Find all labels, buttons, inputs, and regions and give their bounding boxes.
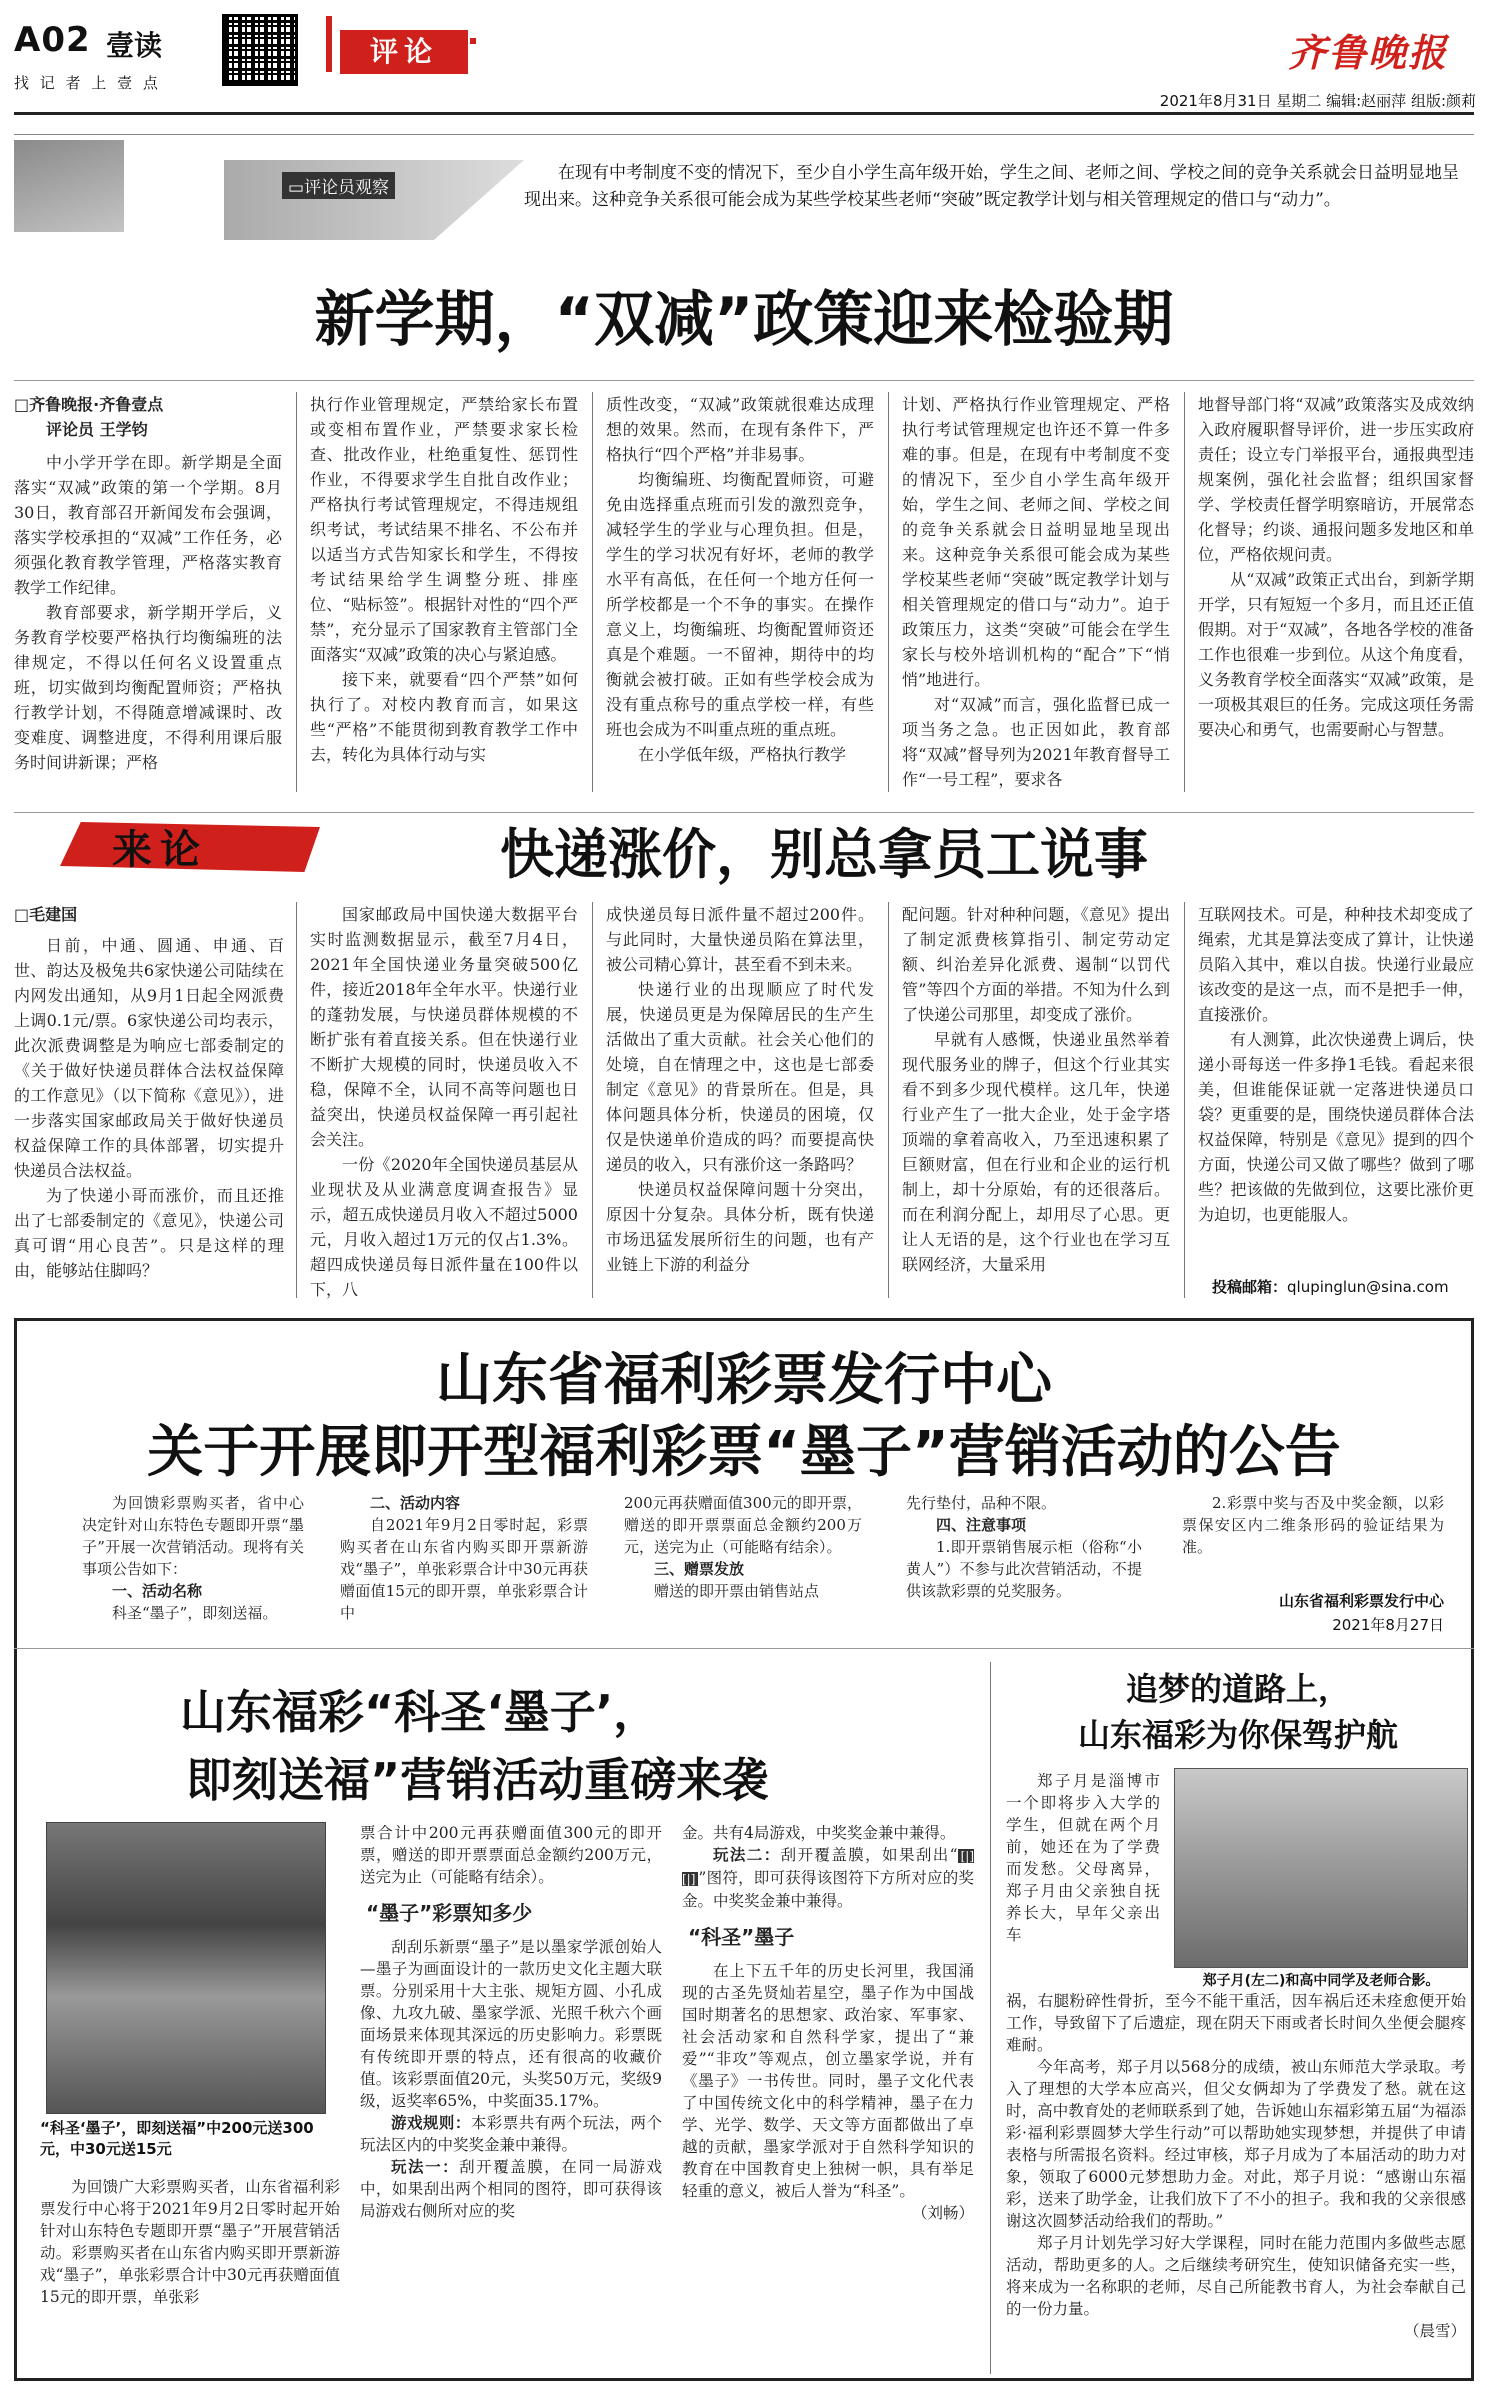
announce-col2 [340, 1492, 588, 1650]
announce-title-1: 山东省福利彩票发行中心 [436, 1348, 1052, 1413]
article3-paragraph: 刮刮乐新票“墨子”是以墨家学派创始人—墨子为画面设计的一款历史文化主题大联票。分别采用十大主张、规矩方圆、小孔成像、九攻九破、墨家学派、光照千秋六个画面场景来体现其深远的历史影响力。彩票既有传统即开票的特点，还有很高的收藏价值。该彩票面值20元，头奖50万元，奖级9级，返奖率65%，中奖面35.17%。 [360, 1938, 662, 2110]
column-divider [296, 392, 297, 792]
announce-heading: 一、活动名称 [112, 1582, 203, 1600]
article4-author: （晨雪） [1403, 2322, 1466, 2340]
announce-heading: 二、活动内容 [370, 1494, 461, 1512]
photo-caption: 郑子月(左二)和高中同学及老师合影。 [1202, 1973, 1440, 1989]
column-divider [888, 902, 889, 1298]
article1-headline: 新学期，“双减”政策迎来检验期 [314, 285, 1174, 355]
article1-byline-2: 评论员 王学钧 [46, 420, 148, 439]
article1-rule [14, 380, 1474, 381]
article3-paragraph: 在上下五千年的历史长河里，我国涌现的古圣先贤灿若星空，墨子作为中国战国时期著名的思想家、政治家、军事家、社会活动家和自然科学家，提出了“兼爱”“非攻”等观点，创立墨家学说，并有《墨子》一书传世。同时，墨子文化代表了中国传统文化中的科学精神，墨子在力学、光学、数学、天文等方面都做出了卓越的贡献，墨家学派对于自然科学知识的教育在中国教育史上独树一帜，具有举足轻重的意义，被后人誉为“科圣”。 [682, 1962, 974, 2200]
gameplay-label: 游戏规则： [391, 2113, 471, 2132]
article1-paragraph: 中小学开学在即。新学期是全面落实“双减”政策的第一个学期。8月30日，教育部召开新闻发布会强调，落实学校承担的“双减”工作任务，必须强化教育教学管理，严格落实教育教学工作纪律。 [14, 453, 282, 597]
announce-col4 [906, 1492, 1142, 1650]
article3-col1 [40, 2176, 340, 2374]
article4-paragraph: 祸，右腿粉碎性骨折，至今不能干重活，因车祸后还未痊愈便开始工作，导致留下了后遗症，现在阴天下雨或者长时间久坐便会腿疼难耐。 [1006, 1992, 1466, 2054]
announce-para: 200元再获赠面值300元的即开票，赠送的即开票票面总金额约200万元，送完为止（可能略有结余）。 [624, 1494, 862, 1556]
announce-bottom-rule [14, 1648, 1474, 1649]
article3-paragraph: 金。共有4局游戏，中奖奖金兼中兼得。 [682, 1824, 956, 1842]
article1-paragraph: 均衡编班、均衡配置师资，可避免由选择重点班而引发的激烈竞争，减轻学生的学业与心理负担。但是，学生的学习状况有好坏，老师的教学水平有高低，在任何一个地方任何一所学校都是一个不争的事实。在操作意义上，均衡编班、均衡配置师资还真是个难题。一不留神，期待中的均衡就会被打破。正如有些学校会成为没有重点称号的重点学校一样，有些班也会成为不叫重点班的重点班。 [606, 470, 874, 739]
announce-para: 2.彩票中奖与否及中奖金额，以彩票保安区内二维条形码的验证结果为准。 [1182, 1494, 1444, 1556]
play2-label: 玩法二： [713, 1845, 781, 1864]
column-divider [990, 1662, 991, 2374]
article2-paragraph: 快递行业的出现顺应了时代发展，快递员更是为保障居民的生产生活做出了重大贡献。社会关心他们的处境，自在情理之中，这也是七部委制定《意见》的背景所在。但是，具体问题具体分析，快递员的困境，仅仅是快递单价造成的吗？而要提高快递员的收入，只有涨价这一条路吗？ [606, 980, 874, 1174]
announce-title-2: 关于开展即开型福利彩票“墨子”营销活动的公告 [147, 1420, 1341, 1485]
column-divider [888, 392, 889, 792]
article2-paragraph: 为了快递小哥而涨价，而且还推出了七部委制定的《意见》，快递公司真可谓“用心良苦”。只是这样的理由，能够站住脚吗？ [14, 1186, 284, 1280]
article3-col3 [682, 1822, 974, 2374]
lead-label-text: 评论员观察 [304, 178, 390, 198]
article1-col2 [310, 392, 578, 796]
play2-text: 刮开覆盖膜，如果刮出“ [780, 1846, 958, 1864]
article3-paragraph: 票合计中200元再获赠面值300元的即开票，赠送的即开票票面总金额约200万元，送完为止（可能略有结余）。 [360, 1824, 662, 1886]
play1-label: 玩法一： [391, 2157, 460, 2176]
column-divider [592, 902, 593, 1298]
announce-heading: 四、注意事项 [936, 1516, 1027, 1534]
article1-byline-1: □齐鲁晚报·齐鲁壹点 [14, 395, 164, 414]
page-number: A02 [14, 20, 91, 60]
article3-subhead-1: “墨子”彩票知多少 [366, 1901, 533, 1925]
lottery-ticket-image [46, 1822, 326, 2114]
announce-col1 [82, 1492, 304, 1650]
lead-image [14, 140, 124, 232]
qr-code-icon[interactable] [222, 14, 298, 86]
article1-col3 [606, 392, 874, 796]
article1-paragraph: 计划、严格执行作业管理规定、严格执行考试管理规定也许还不算一件多难的事。但是，在现有中考制度不变的情况下，至少自小学生高年级开始，学生之间、老师之间、学校之间的竞争关系就会日益明显地呈现出来。这种竞争关系很可能会成为某些学校某些老师“突破”既定教学计划与相关管理规定的借口与“动力”。迫于政策压力，这类“突破”可能会在学生家长与校外培训机构的“配合”下“悄悄”地进行。 [902, 395, 1170, 689]
article4-headline-2: 山东福彩为你保驾护航 [1077, 1716, 1398, 1754]
dateline: 2021年8月31日 星期二 编辑:赵丽萍 组版:颜莉 [1159, 92, 1476, 110]
column-divider [1184, 902, 1185, 1298]
article2-paragraph: 国家邮政局中国快递大数据平台实时监测数据显示，截至7月4日，2021年全国快递业务量突破500亿件，接近2018年全年水平。快递行业的蓬勃发展，与快递员群体规模的不断扩张有着直接关系。但在快递行业不断扩大规模的同时，快递员收入不稳，保障不全，认同不高等问题也日益突出，快递员权益保障一再引起社会关注。 [310, 905, 578, 1149]
article1-col4 [902, 392, 1170, 796]
lead-label [282, 172, 395, 199]
article3-headline-2: 即刻送福”营销活动重磅来袭 [186, 1753, 769, 1807]
article3-subhead-2: “科圣”墨子 [688, 1925, 795, 1949]
announce-heading: 三、赠票发放 [654, 1560, 745, 1578]
announce-para: 为回馈彩票购买者，省中心决定针对山东特色专题即开票“墨子”开展一次营销活动。现将有关事项公告如下： [82, 1494, 304, 1578]
article1-paragraph: 接下来，就要看“四个严禁”如何执行了。对校内教育而言，如果这些“严格”不能贯彻到教育教学工作中去，转化为具体行动与实 [310, 670, 578, 764]
article1-col1 [14, 392, 282, 796]
announce-col3 [624, 1492, 862, 1650]
symbol-icon: [|][|] [682, 1849, 974, 1886]
article2-headline: 快递涨价，别总拿员工说事 [500, 823, 1148, 886]
article2-paragraph: 互联网技术。可是，种种技术却变成了绳索，尤其是算法变成了算计，让快递员陷入其中，难以自拔。快递行业最应该改变的是这一点，而不是把手一伸，直接涨价。 [1198, 905, 1474, 1024]
column-divider [1184, 392, 1185, 792]
email-label: 投稿邮箱： [1212, 1278, 1288, 1296]
student-photo [1174, 1768, 1468, 1968]
article1-paragraph: 教育部要求，新学期开学后，义务教育学校要严格执行均衡编班的法律规定，不得以任何名义设置重点班，切实做到均衡配置师资；严格执行教学计划，不得随意增减课时、改变难度、调整进度，不得利用课后服务时间讲新课；严格 [14, 603, 282, 772]
article2-col5 [1198, 902, 1474, 1274]
article2-paragraph: 快递员权益保障问题十分突出，原因十分复杂。具体分析，既有快递市场迅猛发展所衍生的问题，也有产业链上下游的利益分 [606, 1180, 874, 1274]
announce-para: 1.即开票销售展示柜（俗称“小黄人”）不参与此次营销活动，不提供该款彩票的兑奖服务。 [906, 1538, 1142, 1600]
article2-col2 [310, 902, 578, 1302]
article2-paragraph: 早就有人感慨，快递业虽然举着现代服务业的牌子，但这个行业其实看不到多少现代模样。这几年，快递行业产生了一批大企业，处于金字塔顶端的拿着高收入，乃至迅速积累了巨额财富，但在行业和企业的运行机制上，却十分原始，有的还很落后。而在利润分配上，却用尽了心思。更让人无语的是，这个行业也在学习互联网经济，大量采用 [902, 1030, 1170, 1274]
article3-caption: “科圣‘墨子’，即刻送福”中200元送300元，中30元送15元 [40, 2119, 314, 2158]
article1-paragraph: 地督导部门将“双减”政策落实及成效纳入政府履职督导评价，进一步压实政府责任；设立专门举报平台，通报典型违规案例，强化社会监督；组织国家督学、学校责任督学明察暗访，开展常态化督导；约谈、通报问题多发地区和单位，严格依规问责。 [1198, 395, 1474, 564]
article2-paragraph: 有人测算，此次快递费上调后，快递小哥每送一件多挣1毛钱。看起来很美，但谁能保证就一定落进快递员口袋？更重要的是，围绕快递员群体合法权益保障，特别是《意见》提到的四个方面，快递公司又做了哪些？做到了哪些？把该做的先做到位，这要比涨价更为迫切，也更能服人。 [1198, 1030, 1474, 1224]
article1-paragraph: 质性改变，“双减”政策就很难达成理想的效果。然而，在现有条件下，严格执行“四个严格”并非易事。 [606, 395, 874, 464]
article2-paragraph: 一份《2020年全国快递员基层从业现状及从业满意度调查报告》显示，超五成快递员月收入不超过5000元，月收入超过1万元的仅占1.3%。超四成快递员每日派件量在100件以下，八 [310, 1155, 578, 1299]
lead-label-icon: ▭ [288, 178, 305, 198]
announce-para: 先行垫付，品种不限。 [906, 1494, 1057, 1512]
article3-headline-1: 山东福彩“科圣‘墨子’， [180, 1685, 660, 1739]
article3-paragraph: 为回馈广大彩票购买者，山东省福利彩票发行中心将于2021年9月2日零时起开始针对山东特色专题即开票“墨子”开展营销活动。彩票购买者在山东省内购买即开票新游戏“墨子”，单张彩票合计中30元再获赠面值15元的即开票，单张彩 [40, 2178, 340, 2306]
announce-para: 自2021年9月2日零时起，彩票购买者在山东省内购买即开票新游戏“墨子”，单张彩票合计中30元再获赠面值15元的即开票，单张彩票合计中 [340, 1516, 588, 1622]
email-address[interactable]: qlupinglun@sina.com [1287, 1278, 1449, 1296]
lead-text: 在现有中考制度不变的情况下，至少自小学生高年级开始，学生之间、老师之间、学校之间的竞争关系就会日益明显地呈现出来。这种竞争关系很可能会成为某些学校某些老师“突破”既定教学计划与相关管理规定的借口与“动力”。 [524, 163, 1459, 210]
article1-paragraph: 从“双减”政策正式出台，到新学期开学，只有短短一个多月，而且还正值假期。对于“双减”，各地各学校的准备工作也很难一步到位。从这个角度看，义务教育学校全面落实“双减”政策，是一项极其艰巨的任务。完成这项任务需要决心和勇气，也需要耐心与智慧。 [1198, 570, 1474, 739]
article4-body [1006, 1990, 1466, 2374]
article2-tag: 来论 [112, 826, 208, 873]
section-tag: 评论 [340, 30, 468, 74]
article4-paragraph: 郑子月是淄博市一个即将步入大学的学生，但就在两个月前，她还在为了学费而发愁。父母离异，郑子月由父亲独自抚养长大，早年父亲出车 [1006, 1772, 1160, 1944]
qr-caption: 找 记 者 上 壹 点 [14, 74, 161, 92]
gameplay-text: 本彩票共有两个玩法，两个玩法区内的中奖奖金兼中兼得。 [360, 2114, 662, 2154]
article2-col1 [14, 902, 284, 1302]
tag-dot [470, 38, 476, 44]
play2-rest: ”图符，即可获得该图符下方所对应的奖金。中奖奖金兼中兼得。 [682, 1869, 974, 1910]
article2-col3 [606, 902, 874, 1302]
section-name: 壹读 [106, 29, 163, 62]
announce-para: 科圣“墨子”，即刻送福。 [112, 1604, 278, 1622]
article2-byline: □毛建国 [14, 905, 78, 924]
article2-paragraph: 日前，中通、圆通、申通、百世、韵达及极兔共6家快递公司陆续在内网发出通知，从9月1日起全网派费上调0.1元/票。6家快递公司均表示，此次派费调整是为响应七部委制定的《关于做好快递员群体合法权益保障的工作意见》（以下简称《意见》），进一步落实国家邮政局关于做好快递员权益保障工作的具体部署，切实提升快递员合法权益。 [14, 936, 284, 1180]
article2-paragraph: 成快递员每日派件量不超过200件。与此同时，大量快递员陷在算法里，被公司精心算计，甚至看不到未来。 [606, 905, 874, 974]
column-divider [592, 392, 593, 792]
article1-paragraph: 对“双减”而言，强化监督已成一项当务之急。也正因如此，教育部将“双减”督导列为2021年教育督导工作“一号工程”，要求各 [902, 695, 1170, 789]
article4-intro [1006, 1770, 1160, 1976]
play1-text: 刮开覆盖膜，在同一局游戏中，如果刮出两个相同的图符，即可获得该局游戏右侧所对应的奖 [360, 2158, 662, 2220]
masthead-logo: 齐鲁晚报 [1288, 30, 1449, 75]
announce-signature: 山东省福利彩票发行中心 [1278, 1592, 1444, 1610]
announce-para: 赠送的即开票由销售站点 [654, 1582, 820, 1600]
article1-paragraph: 在小学低年级，严格执行教学 [638, 745, 847, 764]
article4-paragraph: 郑子月计划先学习好大学课程，同时在能力范围内多做些志愿活动，帮助更多的人。之后继续考研究生，使知识储备充实一些，将来成为一名称职的老师，尽自己所能教书育人，为社会奉献自己的一份力量。 [1006, 2234, 1466, 2318]
article3-col2 [360, 1822, 662, 2374]
article1-paragraph: 执行作业管理规定，严禁给家长布置或变相布置作业，严禁要求家长检查、批改作业，杜绝重复性、惩罚性作业，不得要求学生自批自改作业；严格执行考试管理规定，不得违规组织考试，考试结果不排名、不公布并以适当方式告知家长和学生，不得按考试结果给学生调整分班、排座位、“贴标签”。根据针对性的“四个严禁”，充分显示了国家教育主管部门全面落实“双减”政策的决心与紧迫感。 [310, 395, 578, 664]
header-rule [14, 112, 1474, 115]
article1-col5 [1198, 392, 1474, 796]
tag-accent-bar [326, 16, 332, 72]
column-divider [296, 902, 297, 1298]
announce-col5 [1182, 1492, 1444, 1572]
article2-email [1212, 1276, 1449, 1297]
article4-paragraph: 今年高考，郑子月以568分的成绩，被山东师范大学录取。考入了理想的大学本应高兴，但父女俩却为了学费发了愁。就在这时，高中教育处的老师联系到了她，告诉她山东福彩第五届“为福添彩·福利彩票圆梦大学生行动”可以帮助她实现梦想，并提供了申请表格与所需报名资料。经过审核，郑子月成为了本届活动的助力对象，领取了6000元梦想助力金。对此，郑子月说：“感谢山东福彩，送来了助学金，让我们放下了不小的担子。我和我的父亲很感谢这次圆梦活动给我们的帮助。” [1006, 2058, 1466, 2230]
announce-date: 2021年8月27日 [1332, 1616, 1444, 1634]
article4-headline-1: 追梦的道路上， [1125, 1670, 1350, 1708]
article2-col4 [902, 902, 1170, 1302]
article3-author: （刘畅） [911, 2204, 974, 2222]
article2-paragraph: 配问题。针对种种问题，《意见》提出了制定派费核算指引、制定劳动定额、纠治差异化派费、遏制“以罚代管”等四个方面的举措。不知为什么到了快递公司那里，却变成了涨价。 [902, 905, 1170, 1024]
